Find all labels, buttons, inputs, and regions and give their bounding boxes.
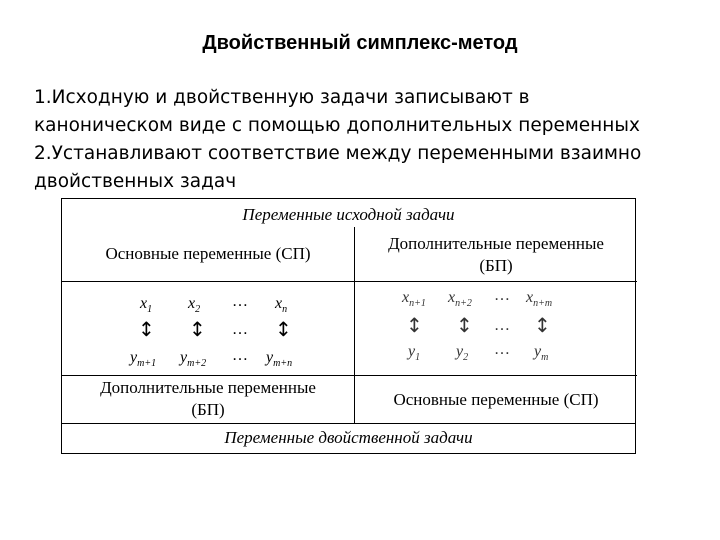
point-line: 2.Устанавливают соответствие между переменными взаимно [34, 143, 642, 164]
bottom-left-label [62, 377, 354, 421]
var-x2: $x_2$ [188, 295, 201, 316]
bottom-right-label: Основные переменные (СП) [393, 390, 599, 409]
var-y2: $y_2$ [456, 343, 469, 364]
var-y1: $y_1$ [408, 343, 421, 364]
var-y-mn: $y_{m+n}$ [266, 349, 293, 370]
double-arrow-icon: ↕ [189, 317, 206, 341]
ellipsis: … [232, 347, 248, 364]
point-line: каноническом виде с помощью дополнительных переменных [34, 115, 640, 136]
point-line: 1.Исходную и двойственную задачи записывают в [34, 87, 530, 108]
ellipsis: … [494, 287, 510, 304]
double-arrow-icon: ↕ [275, 317, 292, 341]
correspondence-table [61, 198, 636, 454]
point-line: двойственных задач [34, 171, 237, 192]
ellipsis: … [232, 321, 248, 338]
bottom-caption: Переменные двойственной задачи [62, 423, 635, 452]
top-left-label: Основные переменные (СП) [105, 244, 311, 263]
double-arrow-icon: ↕ [406, 313, 423, 337]
ellipsis: … [494, 341, 510, 358]
body-text [34, 84, 694, 196]
top-right-label [355, 233, 637, 277]
left-footer-divider [62, 375, 354, 376]
var-xn: $x_n$ [275, 295, 288, 316]
double-arrow-icon: ↕ [456, 313, 473, 337]
bottom-left-line1: Дополнительные переменные [100, 378, 316, 397]
bottom-left-line2: (БП) [191, 400, 225, 419]
var-x-nm: $x_{n+m}$ [526, 289, 553, 310]
var-y-m1: $y_{m+1}$ [130, 349, 157, 370]
top-right-line2: (БП) [479, 256, 513, 275]
slide-title: Двойственный симплекс-метод [202, 32, 518, 54]
right-footer-divider [355, 375, 637, 376]
top-right-line1: Дополнительные переменные [388, 234, 604, 253]
top-caption: Переменные исходной задачи [242, 205, 455, 224]
left-header-divider [62, 281, 354, 282]
double-arrow-icon: ↕ [138, 317, 155, 341]
var-x-n1: $x_{n+1}$ [402, 289, 426, 310]
ellipsis: … [232, 293, 248, 310]
double-arrow-icon: ↕ [534, 313, 551, 337]
var-x1: $x_1$ [140, 295, 153, 316]
var-x-n2: $x_{n+2}$ [448, 289, 472, 310]
var-y-m2: $y_{m+2}$ [180, 349, 207, 370]
var-ym: $y_m$ [534, 343, 549, 364]
right-header-divider [355, 281, 637, 282]
ellipsis: … [494, 317, 510, 334]
